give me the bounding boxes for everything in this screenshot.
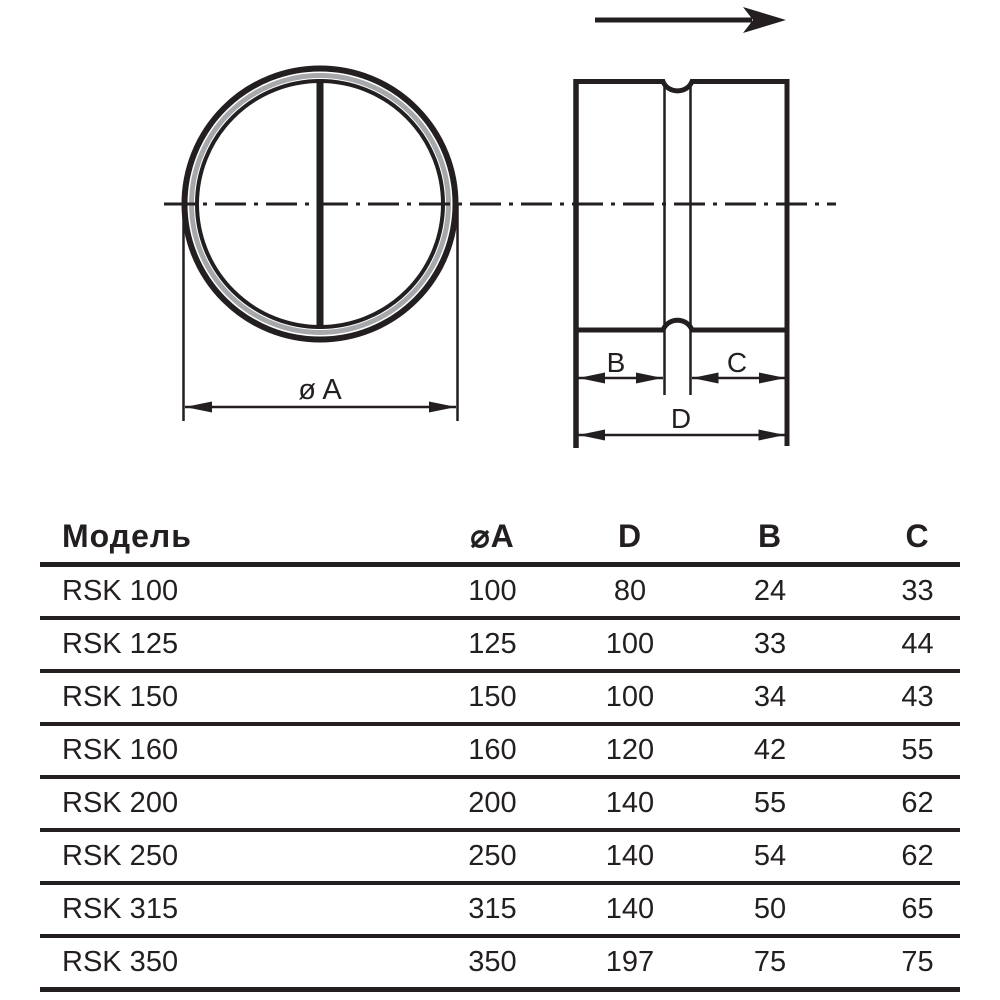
body-bottom-edge xyxy=(574,320,790,330)
value-d-cell: 140 xyxy=(595,777,665,830)
model-cell: RSK 315 xyxy=(40,883,390,936)
value-c-cell: 75 xyxy=(875,936,960,990)
dim-b-arrowhead-right xyxy=(636,373,663,384)
value-a-cell: 125 xyxy=(390,618,595,671)
model-cell: RSK 350 xyxy=(40,936,390,990)
dim-arrowhead-left xyxy=(185,402,212,413)
value-d-cell: 140 xyxy=(595,830,665,883)
col-header-c: C xyxy=(875,510,960,565)
dim-c-arrowhead-left xyxy=(692,373,719,384)
col-header-d: D xyxy=(595,510,665,565)
table-row xyxy=(40,618,960,671)
value-a-cell: 150 xyxy=(390,671,595,724)
table-row xyxy=(40,777,960,830)
dimension-d-label: D xyxy=(670,403,692,434)
dim-c-arrowhead-right xyxy=(759,373,786,384)
table-row xyxy=(40,936,960,990)
table-row xyxy=(40,565,960,619)
value-c-cell: 62 xyxy=(875,830,960,883)
value-b-cell: 42 xyxy=(665,724,875,777)
value-b-cell: 54 xyxy=(665,830,875,883)
value-a-cell: 315 xyxy=(390,883,595,936)
model-cell: RSK 125 xyxy=(40,618,390,671)
dimension-b-label: B xyxy=(606,347,626,378)
table-row xyxy=(40,724,960,777)
value-c-cell: 62 xyxy=(875,777,960,830)
value-b-cell: 75 xyxy=(665,936,875,990)
value-c-cell: 43 xyxy=(875,671,960,724)
value-c-cell: 55 xyxy=(875,724,960,777)
value-b-cell: 55 xyxy=(665,777,875,830)
value-b-cell: 50 xyxy=(665,883,875,936)
value-b-cell: 34 xyxy=(665,671,875,724)
value-c-cell: 65 xyxy=(875,883,960,936)
value-d-cell: 100 xyxy=(595,618,665,671)
dimensions-table xyxy=(40,510,960,992)
value-a-cell: 100 xyxy=(390,565,595,619)
value-d-cell: 80 xyxy=(595,565,665,619)
value-a-cell: 200 xyxy=(390,777,595,830)
value-d-cell: 100 xyxy=(595,671,665,724)
col-header-diameter-a: ⌀A xyxy=(390,510,595,565)
side-view xyxy=(574,7,790,448)
model-cell: RSK 100 xyxy=(40,565,390,619)
value-c-cell: 33 xyxy=(875,565,960,619)
value-b-cell: 24 xyxy=(665,565,875,619)
model-cell: RSK 160 xyxy=(40,724,390,777)
table-row xyxy=(40,883,960,936)
dim-d-arrowhead-left xyxy=(579,430,606,441)
front-view xyxy=(184,69,458,422)
value-d-cell: 120 xyxy=(595,724,665,777)
value-b-cell: 33 xyxy=(665,618,875,671)
value-a-cell: 250 xyxy=(390,830,595,883)
model-cell: RSK 250 xyxy=(40,830,390,883)
dimension-c-label: C xyxy=(726,347,748,378)
value-c-cell: 44 xyxy=(875,618,960,671)
model-cell: RSK 200 xyxy=(40,777,390,830)
table-header-row xyxy=(40,510,960,565)
body-top-edge xyxy=(574,82,790,91)
diameter-a-label: ø A xyxy=(298,374,342,406)
value-a-cell: 350 xyxy=(390,936,595,990)
table-row xyxy=(40,830,960,883)
value-d-cell: 140 xyxy=(595,883,665,936)
dim-arrowhead-right xyxy=(429,402,456,413)
dim-b-arrowhead-left xyxy=(579,373,606,384)
model-cell: RSK 150 xyxy=(40,671,390,724)
col-header-model: Модель xyxy=(40,510,390,565)
value-d-cell: 197 xyxy=(595,936,665,990)
dim-d-arrowhead-right xyxy=(759,430,786,441)
value-a-cell: 160 xyxy=(390,724,595,777)
col-header-b: B xyxy=(665,510,875,565)
table-row xyxy=(40,671,960,724)
